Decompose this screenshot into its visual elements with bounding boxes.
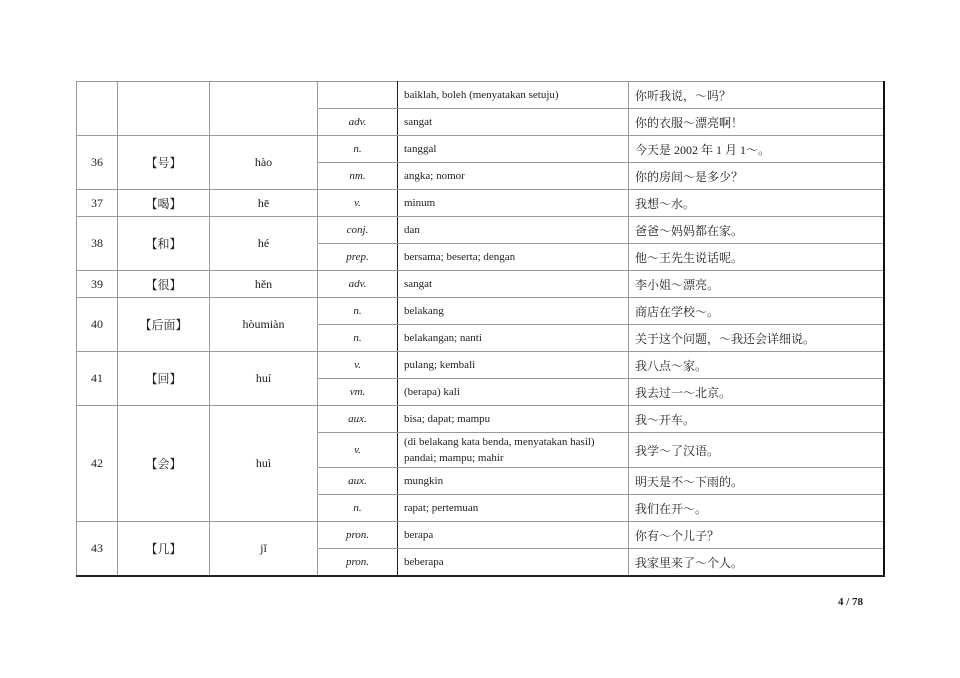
entry-pinyin: huí — [210, 352, 318, 406]
entry-pinyin: hé — [210, 217, 318, 271]
meaning: mungkin — [398, 468, 629, 495]
part-of-speech: adv. — [318, 271, 398, 298]
entry-word — [118, 82, 210, 136]
entry-word: 【很】 — [118, 271, 210, 298]
entry-number: 38 — [77, 217, 118, 271]
entry-number: 39 — [77, 271, 118, 298]
example: 我学～了汉语。 — [629, 433, 885, 468]
entry-pinyin: hòumiàn — [210, 298, 318, 352]
entry-pinyin: hào — [210, 136, 318, 190]
example: 爸爸～妈妈都在家。 — [629, 217, 885, 244]
example: 你听我说，～吗？ — [629, 82, 885, 109]
example: 我家里来了～个人。 — [629, 549, 885, 577]
table-row — [77, 82, 885, 109]
example: 你的房间～是多少？ — [629, 163, 885, 190]
entry-word: 【和】 — [118, 217, 210, 271]
example: 明天是不～下雨的。 — [629, 468, 885, 495]
entry-number: 40 — [77, 298, 118, 352]
entry-number: 37 — [77, 190, 118, 217]
part-of-speech: v. — [318, 190, 398, 217]
entry-pinyin — [210, 82, 318, 136]
part-of-speech: vm. — [318, 379, 398, 406]
part-of-speech: pron. — [318, 549, 398, 577]
meaning: minum — [398, 190, 629, 217]
entry-word: 【后面】 — [118, 298, 210, 352]
entry-number: 41 — [77, 352, 118, 406]
entry-number: 36 — [77, 136, 118, 190]
meaning: baiklah, boleh (menyatakan setuju) — [398, 82, 629, 109]
example: 你有～个儿子？ — [629, 522, 885, 549]
meaning: pulang; kembali — [398, 352, 629, 379]
example: 我去过一～北京。 — [629, 379, 885, 406]
part-of-speech: aux. — [318, 406, 398, 433]
part-of-speech: conj. — [318, 217, 398, 244]
meaning: bisa; dapat; mampu — [398, 406, 629, 433]
part-of-speech: v. — [318, 433, 398, 468]
meaning: angka; nomor — [398, 163, 629, 190]
entry-pinyin: hē — [210, 190, 318, 217]
part-of-speech: prep. — [318, 244, 398, 271]
meaning: sangat — [398, 109, 629, 136]
part-of-speech: n. — [318, 136, 398, 163]
part-of-speech: v. — [318, 352, 398, 379]
example: 今天是 2002 年 1 月 1～。 — [629, 136, 885, 163]
example: 他～王先生说话呢。 — [629, 244, 885, 271]
table-row — [77, 522, 885, 549]
part-of-speech: pron. — [318, 522, 398, 549]
part-of-speech — [318, 82, 398, 109]
table-row — [77, 217, 885, 244]
example: 我～开车。 — [629, 406, 885, 433]
entry-number: 42 — [77, 406, 118, 522]
vocabulary-table — [76, 81, 885, 577]
meaning: belakang — [398, 298, 629, 325]
part-of-speech: n. — [318, 298, 398, 325]
meaning: berapa — [398, 522, 629, 549]
meaning: tanggal — [398, 136, 629, 163]
part-of-speech: n. — [318, 325, 398, 352]
table-row — [77, 352, 885, 379]
meaning: belakangan; nanti — [398, 325, 629, 352]
meaning: beberapa — [398, 549, 629, 577]
entry-word: 【喝】 — [118, 190, 210, 217]
meaning: bersama; beserta; dengan — [398, 244, 629, 271]
entry-number: 43 — [77, 522, 118, 577]
example: 我想～水。 — [629, 190, 885, 217]
entry-pinyin: huì — [210, 406, 318, 522]
meaning: dan — [398, 217, 629, 244]
entry-word: 【几】 — [118, 522, 210, 577]
entry-word: 【号】 — [118, 136, 210, 190]
table-row — [77, 136, 885, 163]
entry-word: 【会】 — [118, 406, 210, 522]
table-row — [77, 298, 885, 325]
meaning: (di belakang kata benda, menyatakan hasil) pandai; mampu; mahir — [398, 433, 629, 468]
table-row — [77, 271, 885, 298]
example: 我八点～家。 — [629, 352, 885, 379]
table-row — [77, 406, 885, 433]
entry-number — [77, 82, 118, 136]
meaning: (berapa) kali — [398, 379, 629, 406]
example: 你的衣服～漂亮啊！ — [629, 109, 885, 136]
example: 关于这个问题，～我还会详细说。 — [629, 325, 885, 352]
page-number: 4 / 78 — [838, 596, 864, 608]
entry-word: 【回】 — [118, 352, 210, 406]
part-of-speech: n. — [318, 495, 398, 522]
entry-pinyin: hěn — [210, 271, 318, 298]
part-of-speech: aux. — [318, 468, 398, 495]
example: 李小姐～漂亮。 — [629, 271, 885, 298]
part-of-speech: adv. — [318, 109, 398, 136]
meaning: sangat — [398, 271, 629, 298]
meaning: rapat; pertemuan — [398, 495, 629, 522]
example: 商店在学校～。 — [629, 298, 885, 325]
part-of-speech: nm. — [318, 163, 398, 190]
table-row — [77, 190, 885, 217]
entry-pinyin: jǐ — [210, 522, 318, 577]
example: 我们在开～。 — [629, 495, 885, 522]
